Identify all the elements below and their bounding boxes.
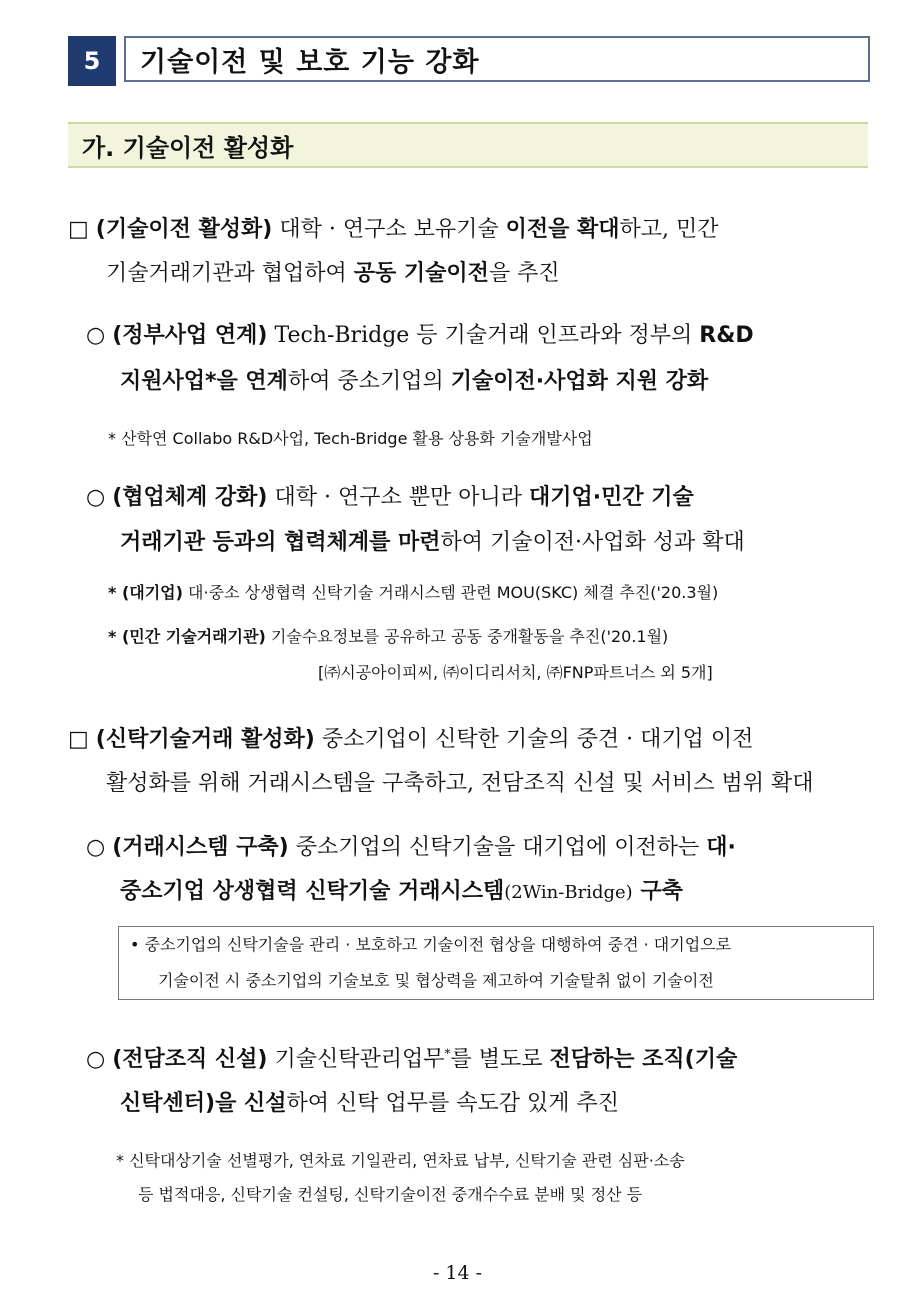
block2-line1: □ (신탁기술거래 활성화) 중소기업이 신탁한 기술의 중견 · 대기업 이전 (68, 727, 754, 752)
square-bullet: □ (68, 727, 89, 752)
item2-label: (협업체계 강화) (112, 485, 268, 510)
subsection-title: 가. 기술이전 활성화 (82, 133, 294, 162)
item4-line1: ○ (전담조직 신설) 기술신탁관리업무*를 별도로 전담하는 조직(기술 (86, 1046, 738, 1072)
square-bullet: □ (68, 217, 89, 242)
block1-line2: 기술거래기관과 협업하여 공동 기술이전을 추진 (106, 261, 560, 286)
page-number: - 14 - (432, 1262, 483, 1284)
circle-bullet: ○ (86, 323, 106, 348)
item1-note: * 산학연 Collabo R&D사업, Tech-Bridge 활용 상용화 기술개발사업 (108, 429, 593, 448)
item2-note1: * (대기업) 대·중소 상생협력 신탁기술 거래시스템 관련 MOU(SKC) 체결 추진('20.3월) (108, 583, 719, 602)
item4-label: (전담조직 신설) (112, 1047, 268, 1072)
section-title: 기술이전 및 보호 기능 강화 (140, 46, 480, 78)
section-title-box (124, 36, 870, 82)
item2-line2: 거래기관 등과의 협력체계를 마련하여 기술이전·사업화 성과 확대 (120, 530, 745, 555)
item4-note2: 등 법적대응, 신탁기술 컨설팅, 신탁기술이전 중개수수료 분배 및 정산 등 (138, 1185, 643, 1204)
item4-note1: * 신탁대상기술 선별평가, 연차료 기일관리, 연차료 납부, 신탁기술 관련 심판·소송 (116, 1151, 685, 1170)
item3-label: (거래시스템 구축) (112, 835, 289, 860)
item4-line2: 신탁센터)을 신설하여 신탁 업무를 속도감 있게 추진 (120, 1091, 619, 1116)
item3-line2: 중소기업 상생협력 신탁기술 거래시스템(2Win-Bridge) 구축 (120, 879, 683, 904)
info-box-line1: • 중소기업의 신탁기술을 관리 · 보호하고 기술이전 협상을 대행하여 중견 · 대기업으로 (130, 935, 732, 954)
circle-bullet: ○ (86, 835, 106, 860)
subsection-header (68, 122, 868, 168)
block2-label: (신탁기술거래 활성화) (95, 727, 315, 752)
block1-line1: □ (기술이전 활성화) 대학 · 연구소 보유기술 이전을 확대하고, 민간 (68, 217, 719, 242)
item3-line1: ○ (거래시스템 구축) 중소기업의 신탁기술을 대기업에 이전하는 대· (86, 835, 736, 860)
item1-label: (정부사업 연계) (112, 323, 268, 348)
item2-note3: [㈜시공아이피씨, ㈜이디리서치, ㈜FNP파트너스 외 5개] (318, 663, 713, 682)
block2-line2: 활성화를 위해 거래시스템을 구축하고, 전담조직 신설 및 서비스 범위 확대 (106, 771, 814, 796)
info-box-line2: 기술이전 시 중소기업의 기술보호 및 협상력을 제고하여 기술탈취 없이 기술이전 (158, 971, 714, 990)
circle-bullet: ○ (86, 485, 106, 510)
item2-line1: ○ (협업체계 강화) 대학 · 연구소 뿐만 아니라 대기업·민간 기술 (86, 485, 694, 510)
block1-label: (기술이전 활성화) (95, 217, 273, 242)
item1-line2: 지원사업*을 연계하여 중소기업의 기술이전·사업화 지원 강화 (120, 369, 709, 394)
item1-line1: ○ (정부사업 연계) Tech-Bridge 등 기술거래 인프라와 정부의 R&D (86, 323, 754, 348)
item2-note2: * (민간 기술거래기관) 기술수요정보를 공유하고 공동 중개활동을 추진('20.1월) (108, 627, 669, 646)
section-number-badge: 5 (68, 36, 116, 86)
circle-bullet: ○ (86, 1047, 106, 1072)
